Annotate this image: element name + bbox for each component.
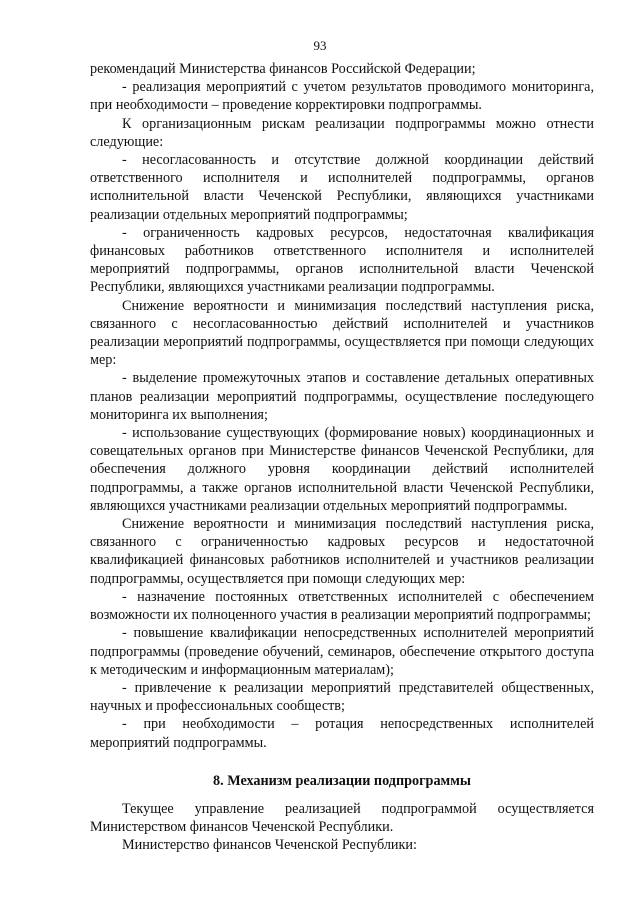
paragraph: Текущее управление реализацией подпрограммой осуществляется Министерством финансов Чеченской Республики. xyxy=(90,800,594,836)
paragraph: рекомендаций Министерства финансов Российской Федерации; xyxy=(90,61,476,77)
paragraphs-before-heading xyxy=(90,60,594,752)
paragraph: - выделение промежуточных этапов и составление детальных оперативных планов реализации мероприятий подпрограммы, осуществление последующего мониторинга их выполнения; xyxy=(90,370,594,423)
paragraph: - несогласованность и отсутствие должной координации действий ответственного исполнителя и исполнителей подпрограммы, органов исполнительной власти Чеченской Республики, являющихся участниками реализации отдельных мероприятий подпрограммы; xyxy=(90,152,594,223)
paragraph: - реализация мероприятий с учетом результатов проводимого мониторинга, при необходимости – проведение корректировки подпрограммы. xyxy=(90,79,594,114)
paragraph: - назначение постоянных ответственных исполнителей с обеспечением возможности их полноценного участия в реализации мероприятий подпрограммы; xyxy=(90,588,594,624)
paragraph: Снижение вероятности и минимизация последствий наступления риска, связанного с ограниченностью кадровых ресурсов и недостаточной квалификацией финансовых работников исполнителей и участников реализации подпрограммы, осуществляется при помощи следующих мер: xyxy=(90,516,594,587)
section-heading: 8. Механизм реализации подпрограммы xyxy=(213,772,471,789)
page-body xyxy=(90,60,594,855)
paragraph: - повышение квалификации непосредственных исполнителей мероприятий подпрограммы (проведение обучений, семинаров, обеспечение открытого доступа к методическим и информационным материалам); xyxy=(90,625,594,678)
paragraph: К организационным рискам реализации подпрограммы можно отнести следующие: xyxy=(90,115,594,150)
paragraph: - привлечение к реализации мероприятий представителей общественных, научных и профессиональных сообществ; xyxy=(90,679,594,715)
paragraph: - при необходимости – ротация непосредственных исполнителей мероприятий подпрограммы. xyxy=(90,716,594,751)
page-number: 93 xyxy=(313,38,327,53)
paragraph: Снижение вероятности и минимизация последствий наступления риска, связанного с несогласованностью действий исполнителей и участников реализации мероприятий подпрограммы, осуществляется при помощи следующих мер: xyxy=(90,297,594,369)
paragraph: - использование существующих (формирование новых) координационных и совещательных органов при Министерстве финансов Чеченской Республики, для обеспечения должного уровня координации действий исполнителей подпрограммы, а также органов исполнительной власти Чеченской Республики, являющихся участниками реализации отдельных мероприятий подпрограммы. xyxy=(90,425,594,514)
paragraph: Министерство финансов Чеченской Республики: xyxy=(122,837,417,854)
paragraphs-after-heading xyxy=(90,800,594,855)
paragraph: - ограниченность кадровых ресурсов, недостаточная квалификация финансовых работников ответственного исполнителя и исполнителей мероприятий подпрограммы, органов исполнительной власти Чеченской Республики, являющихся участниками реализации подпрограммы. xyxy=(90,224,594,296)
